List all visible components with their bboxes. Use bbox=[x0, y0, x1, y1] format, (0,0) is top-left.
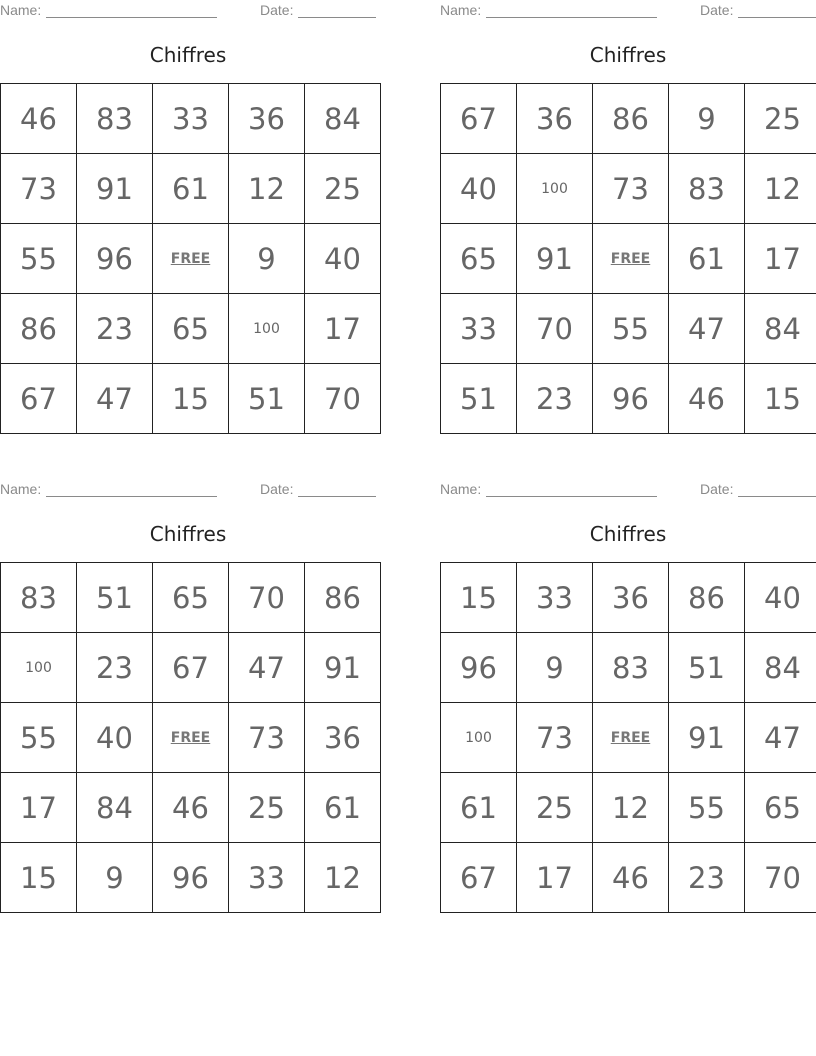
grid-cell: 73 bbox=[517, 703, 593, 773]
grid-row bbox=[441, 364, 816, 434]
grid-row bbox=[441, 84, 816, 154]
grid-cell: 96 bbox=[593, 364, 669, 434]
card-title: Chiffres bbox=[149, 522, 227, 546]
date-label: Date: bbox=[700, 2, 734, 18]
grid-cell: 86 bbox=[305, 563, 381, 633]
grid-cell: 96 bbox=[77, 224, 153, 294]
grid-cell: 61 bbox=[305, 773, 381, 843]
bingo-card bbox=[440, 479, 816, 919]
grid-cell: 23 bbox=[669, 843, 745, 913]
grid-row bbox=[1, 224, 381, 294]
grid-cell: 47 bbox=[669, 294, 745, 364]
date-field[interactable] bbox=[738, 496, 816, 497]
grid-cell: 46 bbox=[1, 84, 77, 154]
grid-row bbox=[1, 773, 381, 843]
grid-cell: 70 bbox=[305, 364, 381, 434]
grid-cell: 51 bbox=[77, 563, 153, 633]
grid-cell: 51 bbox=[441, 364, 517, 434]
grid-cell: 65 bbox=[153, 563, 229, 633]
name-label: Name: bbox=[0, 2, 42, 18]
date-label: Date: bbox=[260, 2, 294, 18]
grid-row bbox=[441, 633, 816, 703]
grid-cell: 36 bbox=[517, 84, 593, 154]
grid-cell: 55 bbox=[1, 703, 77, 773]
grid-cell: 9 bbox=[77, 843, 153, 913]
grid-row bbox=[441, 563, 816, 633]
grid-row bbox=[1, 633, 381, 703]
grid-row bbox=[441, 843, 816, 913]
grid-cell: 83 bbox=[77, 84, 153, 154]
free-space: FREE bbox=[593, 703, 669, 773]
grid-cell: 55 bbox=[1, 224, 77, 294]
grid-cell: 86 bbox=[669, 563, 745, 633]
name-label: Name: bbox=[440, 2, 482, 18]
grid-cell: 70 bbox=[745, 843, 816, 913]
grid-cell: 9 bbox=[669, 84, 745, 154]
grid-cell: 25 bbox=[305, 154, 381, 224]
bingo-grid bbox=[440, 83, 816, 434]
grid-cell: 17 bbox=[745, 224, 816, 294]
grid-cell: 84 bbox=[745, 294, 816, 364]
grid-cell: 33 bbox=[517, 563, 593, 633]
grid-cell: 17 bbox=[305, 294, 381, 364]
card-header bbox=[440, 2, 816, 20]
grid-row bbox=[441, 224, 816, 294]
grid-cell: 70 bbox=[229, 563, 305, 633]
grid-cell: 84 bbox=[305, 84, 381, 154]
grid-cell: 61 bbox=[669, 224, 745, 294]
grid-cell: 15 bbox=[153, 364, 229, 434]
date-field[interactable] bbox=[738, 17, 816, 18]
grid-cell: 55 bbox=[669, 773, 745, 843]
grid-cell: 25 bbox=[517, 773, 593, 843]
grid-row bbox=[1, 563, 381, 633]
date-field[interactable] bbox=[298, 496, 376, 497]
grid-cell: 86 bbox=[1, 294, 77, 364]
grid-cell: 61 bbox=[441, 773, 517, 843]
grid-cell: 15 bbox=[745, 364, 816, 434]
grid-cell: 91 bbox=[77, 154, 153, 224]
grid-cell: 40 bbox=[745, 563, 816, 633]
grid-cell: 61 bbox=[153, 154, 229, 224]
grid-cell: 15 bbox=[1, 843, 77, 913]
grid-cell: 83 bbox=[669, 154, 745, 224]
grid-cell: 23 bbox=[77, 294, 153, 364]
grid-cell: 84 bbox=[745, 633, 816, 703]
grid-row bbox=[441, 703, 816, 773]
grid-cell: 23 bbox=[517, 364, 593, 434]
name-field[interactable] bbox=[486, 496, 657, 497]
grid-cell: 36 bbox=[229, 84, 305, 154]
free-space: FREE bbox=[153, 224, 229, 294]
card-header bbox=[440, 481, 816, 499]
name-field[interactable] bbox=[486, 17, 657, 18]
grid-cell: 12 bbox=[593, 773, 669, 843]
grid-cell: 47 bbox=[229, 633, 305, 703]
grid-cell: 65 bbox=[153, 294, 229, 364]
bingo-grid bbox=[440, 562, 816, 913]
grid-cell: 9 bbox=[517, 633, 593, 703]
bingo-grid bbox=[0, 562, 381, 913]
grid-cell: 40 bbox=[305, 224, 381, 294]
grid-row bbox=[1, 703, 381, 773]
grid-cell: 46 bbox=[669, 364, 745, 434]
grid-cell: 96 bbox=[441, 633, 517, 703]
card-title: Chiffres bbox=[589, 522, 667, 546]
grid-cell: 40 bbox=[441, 154, 517, 224]
name-field[interactable] bbox=[46, 496, 217, 497]
grid-cell: 91 bbox=[669, 703, 745, 773]
name-label: Name: bbox=[440, 481, 482, 497]
card-title: Chiffres bbox=[149, 43, 227, 67]
card-header bbox=[0, 2, 376, 20]
grid-cell: 65 bbox=[441, 224, 517, 294]
bingo-card bbox=[0, 0, 376, 440]
grid-cell: 17 bbox=[1, 773, 77, 843]
grid-row bbox=[1, 84, 381, 154]
date-field[interactable] bbox=[298, 17, 376, 18]
grid-cell: 51 bbox=[229, 364, 305, 434]
grid-cell: 12 bbox=[229, 154, 305, 224]
grid-cell: 51 bbox=[669, 633, 745, 703]
grid-cell: 17 bbox=[517, 843, 593, 913]
grid-row bbox=[1, 294, 381, 364]
grid-cell: 100 bbox=[517, 154, 593, 224]
grid-cell: 70 bbox=[517, 294, 593, 364]
grid-cell: 23 bbox=[77, 633, 153, 703]
grid-cell: 84 bbox=[77, 773, 153, 843]
grid-row bbox=[1, 364, 381, 434]
grid-cell: 33 bbox=[229, 843, 305, 913]
grid-cell: 67 bbox=[441, 84, 517, 154]
grid-cell: 40 bbox=[77, 703, 153, 773]
grid-cell: 36 bbox=[305, 703, 381, 773]
grid-cell: 96 bbox=[153, 843, 229, 913]
grid-cell: 12 bbox=[745, 154, 816, 224]
name-field[interactable] bbox=[46, 17, 217, 18]
grid-cell: 91 bbox=[517, 224, 593, 294]
date-label: Date: bbox=[260, 481, 294, 497]
date-label: Date: bbox=[700, 481, 734, 497]
grid-cell: 67 bbox=[153, 633, 229, 703]
grid-cell: 25 bbox=[229, 773, 305, 843]
grid-cell: 100 bbox=[441, 703, 517, 773]
grid-cell: 33 bbox=[441, 294, 517, 364]
grid-cell: 100 bbox=[229, 294, 305, 364]
grid-cell: 46 bbox=[153, 773, 229, 843]
grid-cell: 83 bbox=[1, 563, 77, 633]
grid-cell: 83 bbox=[593, 633, 669, 703]
grid-cell: 47 bbox=[745, 703, 816, 773]
grid-cell: 47 bbox=[77, 364, 153, 434]
free-space: FREE bbox=[153, 703, 229, 773]
bingo-card bbox=[440, 0, 816, 440]
grid-row bbox=[1, 843, 381, 913]
grid-row bbox=[441, 294, 816, 364]
grid-cell: 65 bbox=[745, 773, 816, 843]
grid-cell: 100 bbox=[1, 633, 77, 703]
name-label: Name: bbox=[0, 481, 42, 497]
grid-cell: 36 bbox=[593, 563, 669, 633]
grid-cell: 25 bbox=[745, 84, 816, 154]
grid-cell: 9 bbox=[229, 224, 305, 294]
bingo-grid bbox=[0, 83, 381, 434]
card-header bbox=[0, 481, 376, 499]
grid-cell: 15 bbox=[441, 563, 517, 633]
grid-row bbox=[1, 154, 381, 224]
grid-cell: 91 bbox=[305, 633, 381, 703]
grid-cell: 33 bbox=[153, 84, 229, 154]
bingo-card bbox=[0, 479, 376, 919]
grid-cell: 12 bbox=[305, 843, 381, 913]
grid-cell: 73 bbox=[1, 154, 77, 224]
grid-cell: 55 bbox=[593, 294, 669, 364]
free-space: FREE bbox=[593, 224, 669, 294]
card-title: Chiffres bbox=[589, 43, 667, 67]
grid-cell: 46 bbox=[593, 843, 669, 913]
grid-row bbox=[441, 154, 816, 224]
grid-cell: 67 bbox=[1, 364, 77, 434]
grid-row bbox=[441, 773, 816, 843]
grid-cell: 73 bbox=[229, 703, 305, 773]
grid-cell: 67 bbox=[441, 843, 517, 913]
grid-cell: 73 bbox=[593, 154, 669, 224]
grid-cell: 86 bbox=[593, 84, 669, 154]
